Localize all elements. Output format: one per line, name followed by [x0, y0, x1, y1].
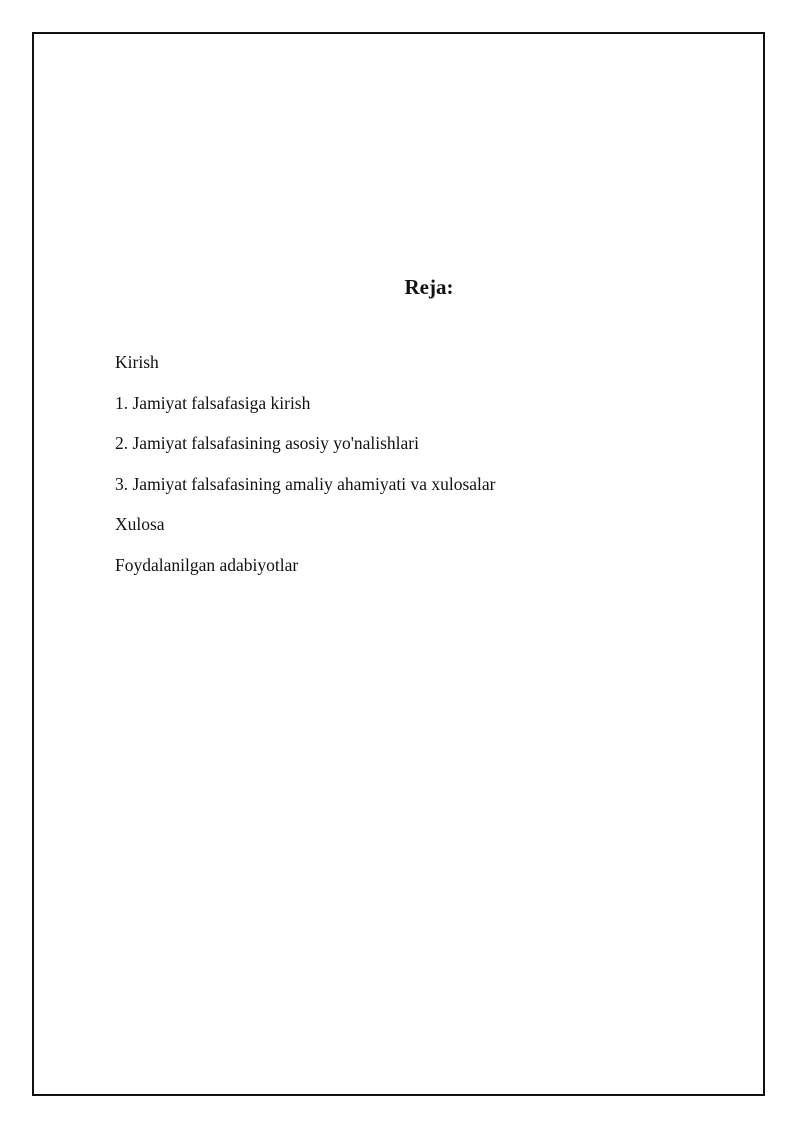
- table-of-contents: [115, 351, 496, 594]
- toc-item-introduction: Kirish: [115, 352, 159, 372]
- toc-item-chapter-3: 3. Jamiyat falsafasining amaliy ahamiyati va xulosalar: [115, 473, 496, 494]
- toc-item-references: Foydalanilgan adabiyotlar: [115, 554, 299, 575]
- plan-title: Reja:: [404, 275, 454, 299]
- toc-item-chapter-1: 1. Jamiyat falsafasiga kirish: [115, 392, 311, 413]
- toc-item-chapter-2: 2. Jamiyat falsafasining asosiy yo'nalishlari: [115, 433, 419, 453]
- toc-item-conclusion: Xulosa: [115, 514, 165, 534]
